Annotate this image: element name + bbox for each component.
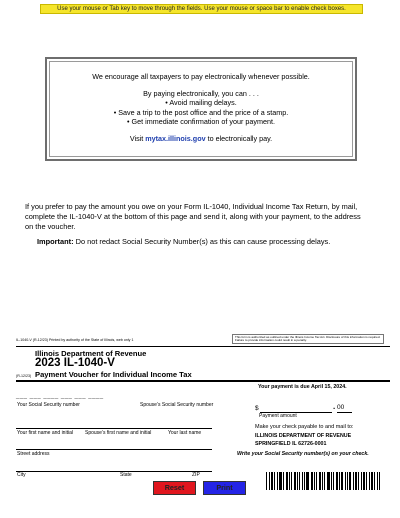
spouse-first-name-label: Spouse’s first name and initial <box>85 430 152 436</box>
efile-visit-line: Visit mytax.illinois.gov to electronically pay. <box>129 133 273 143</box>
due-date: Your payment is due April 15, 2024. <box>258 384 347 390</box>
cents-input[interactable] <box>337 412 352 413</box>
mail-address-line2: SPRINGFIELD IL 62726-0001 <box>255 441 327 447</box>
print-button[interactable]: Print <box>203 481 246 495</box>
disclosure-notice: This form is authorized as outlined under the Illinois Income Tax Act. Disclosure of this information is required. Failure to provide information could result in a penalty. <box>232 334 384 344</box>
spouse-ssn-label: Spouse’s Social Security number <box>140 402 214 408</box>
ssn-input[interactable]: ___ ___ ____ ___ ___ ____ <box>16 393 104 399</box>
form-subtitle: Payment Voucher for Individual Income Tax <box>35 370 192 379</box>
name-input[interactable] <box>16 428 212 429</box>
street-label: Street address <box>17 451 50 457</box>
mail-instructions: If you prefer to pay the amount you owe on your Form IL-1040, Individual Income Tax Return, by mail, complete the IL-1040-V at the bottom of this page and send it, along with your payment, to the address on the voucher. <box>25 202 361 231</box>
reset-button[interactable]: Reset <box>153 481 196 495</box>
your-ssn-label: Your Social Security number <box>17 402 80 408</box>
printed-by-note: IL-1040-V (R-12/23) Printed by authority of the State of Illinois, web only 1 <box>16 338 134 342</box>
payable-instructions: Make your check payable to and mail to: <box>255 424 354 430</box>
agency-name: Illinois Department of Revenue <box>35 349 147 358</box>
efile-bullet: • Get immediate confirmation of your payment. <box>127 117 275 126</box>
instructions-banner: Use your mouse or Tab key to move through the fields. Use your mouse or space bar to enable check boxes. <box>40 4 363 14</box>
street-input[interactable] <box>16 449 212 450</box>
voucher-top-rule <box>16 346 390 347</box>
mail-address-line1: ILLINOIS DEPARTMENT OF REVENUE <box>255 433 352 439</box>
mytax-link[interactable]: mytax.illinois.gov <box>145 133 206 143</box>
dollar-sign: $ <box>255 405 259 412</box>
city-state-zip-input[interactable] <box>16 471 212 472</box>
efile-bullet: • Avoid mailing delays. <box>165 98 237 107</box>
revision-code: (R-12/23) <box>16 374 32 378</box>
decimal-point: . <box>333 402 336 411</box>
form-title: 2023 IL-1040-V <box>35 357 115 369</box>
first-name-label: Your first name and initial <box>17 430 73 436</box>
cents-value: 00 <box>337 404 345 411</box>
voucher-bar <box>16 380 390 382</box>
state-label: State <box>120 472 132 478</box>
payment-amount-label: Payment amount <box>259 413 297 419</box>
efile-bullet: • Save a trip to the post office and the price of a stamp. <box>113 107 289 117</box>
last-name-label: Your last name <box>168 430 202 436</box>
efile-benefits-heading: By paying electronically, you can . . . <box>143 88 259 98</box>
efile-intro: We encourage all taxpayers to pay electronically whenever possible. <box>92 72 310 81</box>
write-ssn-note: Write your Social Security number(s) on your check. <box>237 451 369 457</box>
electronic-payment-box <box>45 57 357 161</box>
important-note: Important: Do not redact Social Security Number(s) as this can cause processing delays. <box>37 237 331 246</box>
important-label: Important: <box>37 237 74 246</box>
barcode <box>266 472 382 490</box>
city-label: City <box>17 472 26 478</box>
electronic-payment-content <box>49 61 353 157</box>
zip-label: ZIP <box>192 472 200 478</box>
